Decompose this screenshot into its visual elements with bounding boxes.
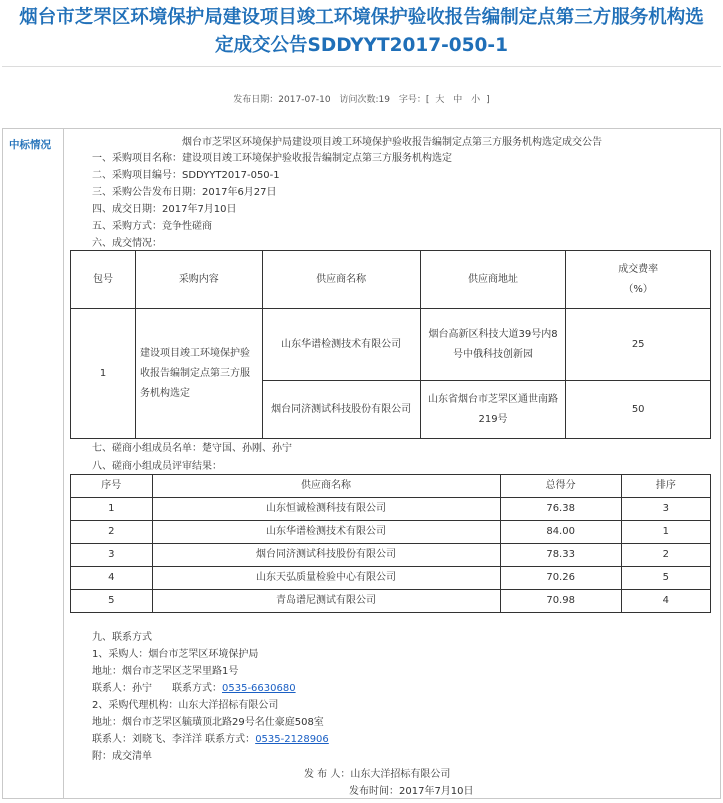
score-table <box>70 474 711 613</box>
deal-header-rate-line2: （%） <box>623 283 653 295</box>
table-row <box>71 309 711 381</box>
meta-bar <box>0 92 723 105</box>
table-row <box>71 590 711 613</box>
score-no: 4 <box>71 567 153 590</box>
announcement-heading: 烟台市芝罘区环境保护局建设项目竣工环境保护验收报告编制定点第三方服务机构选定成交公告 <box>182 137 602 148</box>
score-rank: 4 <box>621 590 710 613</box>
deal-content-cell: 建设项目竣工环境保护验收报告编制定点第三方服务机构选定 <box>136 309 263 439</box>
score-header-rank: 排序 <box>621 475 710 498</box>
contact-agency: 2、采购代理机构：山东大洋招标有限公司 <box>92 700 279 711</box>
score-no: 5 <box>71 590 153 613</box>
item-publish-date: 三、采购公告发布日期：2017年6月27日 <box>92 187 277 198</box>
deal-header-address: 供应商地址 <box>420 251 566 309</box>
font-size-close: ] <box>486 95 490 105</box>
score-name: 烟台同济测试科技股份有限公司 <box>152 544 500 567</box>
contact-agency-person <box>92 730 329 745</box>
deal-supplier-cell: 烟台同济测试科技股份有限公司 <box>262 381 420 439</box>
score-value: 70.98 <box>500 590 621 613</box>
contact-purchaser: 1、采购人：烟台市芝罘区环境保护局 <box>92 649 259 660</box>
table-row <box>71 544 711 567</box>
item-project-code: 二、采购项目编号：SDDYYT2017-050-1 <box>92 170 280 181</box>
title-divider <box>2 66 721 67</box>
page-title-line2: 定成交公告SDDYYT2017-050-1 <box>215 35 508 56</box>
score-value: 70.26 <box>500 567 621 590</box>
deal-supplier-cell: 山东华谱检测技术有限公司 <box>262 309 420 381</box>
score-rank: 3 <box>621 498 710 521</box>
score-no: 1 <box>71 498 153 521</box>
score-rank: 1 <box>621 521 710 544</box>
item-project-name: 一、采购项目名称：建设项目竣工环境保护验收报告编制定点第三方服务机构选定 <box>92 153 452 164</box>
table-row <box>71 521 711 544</box>
item-method: 五、采购方式：竞争性磋商 <box>92 221 212 232</box>
score-no: 3 <box>71 544 153 567</box>
sidebar <box>3 129 64 798</box>
font-size-label: 字号：[ <box>398 95 430 105</box>
deal-address-cell: 烟台高新区科技大道39号内8号中俄科技创新园 <box>420 309 566 381</box>
announcement-content <box>64 129 720 798</box>
result-panel <box>2 128 721 799</box>
contact-purchaser-person <box>92 679 296 694</box>
page-title-line1: 烟台市芝罘区环境保护局建设项目竣工环境保护验收报告编制定点第三方服务机构选 <box>19 7 704 28</box>
table-row <box>71 567 711 590</box>
score-value: 84.00 <box>500 521 621 544</box>
deal-address-cell: 山东省烟台市芝罘区通世南路219号 <box>420 381 566 439</box>
attachment-note: 附：成交清单 <box>92 751 152 762</box>
score-header-score: 总得分 <box>500 475 621 498</box>
font-medium-link[interactable]: 中 <box>453 95 463 105</box>
item-deal-date: 四、成交日期：2017年7月10日 <box>92 204 237 215</box>
score-rank: 5 <box>621 567 710 590</box>
item-review-results: 八、磋商小组成员评审结果： <box>92 461 222 472</box>
contact-purchaser-label: 联系人：孙宁 联系方式： <box>92 683 222 694</box>
score-name: 青岛谱尼测试有限公司 <box>152 590 500 613</box>
purchaser-phone-link[interactable]: 0535-6630680 <box>222 683 296 694</box>
score-header-name: 供应商名称 <box>152 475 500 498</box>
contact-agency-label: 联系人：刘晓飞、李洋洋 联系方式： <box>92 734 256 745</box>
font-large-link[interactable]: 大 <box>435 95 445 105</box>
deal-header-content: 采购内容 <box>136 251 263 309</box>
deal-header-rate-line1: 成交费率 <box>618 263 659 275</box>
item-panel-members: 七、磋商小组成员名单：楚守国、孙刚、孙宁 <box>92 443 292 454</box>
deal-package-cell: 1 <box>71 309 136 439</box>
item-contact-heading: 九、联系方式 <box>92 632 152 643</box>
deal-table <box>70 250 711 439</box>
score-rank: 2 <box>621 544 710 567</box>
font-small-link[interactable]: 小 <box>471 95 481 105</box>
deal-header-rate <box>566 251 711 309</box>
item-deal-status: 六、成交情况： <box>92 238 162 249</box>
contact-agency-address: 地址：烟台市芝罘区毓璜顶北路29号名仕豪庭508室 <box>92 717 324 728</box>
deal-header-package: 包号 <box>71 251 136 309</box>
score-value: 76.38 <box>500 498 621 521</box>
page-title <box>0 4 723 60</box>
score-header-no: 序号 <box>71 475 153 498</box>
agency-phone-link[interactable]: 0535-2128906 <box>255 734 329 745</box>
deal-header-supplier: 供应商名称 <box>262 251 420 309</box>
sidebar-label: 中标情况 <box>9 139 51 151</box>
score-name: 山东恒诚检测科技有限公司 <box>152 498 500 521</box>
score-no: 2 <box>71 521 153 544</box>
contact-purchaser-address: 地址：烟台市芝罘区芝罘里路1号 <box>92 666 239 677</box>
score-value: 78.33 <box>500 544 621 567</box>
publish-time: 发布时间：2017年7月10日 <box>349 786 474 797</box>
publisher: 发 布 人：山东大洋招标有限公司 <box>304 769 451 780</box>
deal-rate-cell: 50 <box>566 381 711 439</box>
deal-rate-cell: 25 <box>566 309 711 381</box>
publish-date: 发布日期：2017-07-10 <box>233 95 331 105</box>
score-name: 山东华谱检测技术有限公司 <box>152 521 500 544</box>
score-name: 山东天弘质量检验中心有限公司 <box>152 567 500 590</box>
visit-count: 访问次数:19 <box>339 95 390 105</box>
table-row <box>71 498 711 521</box>
